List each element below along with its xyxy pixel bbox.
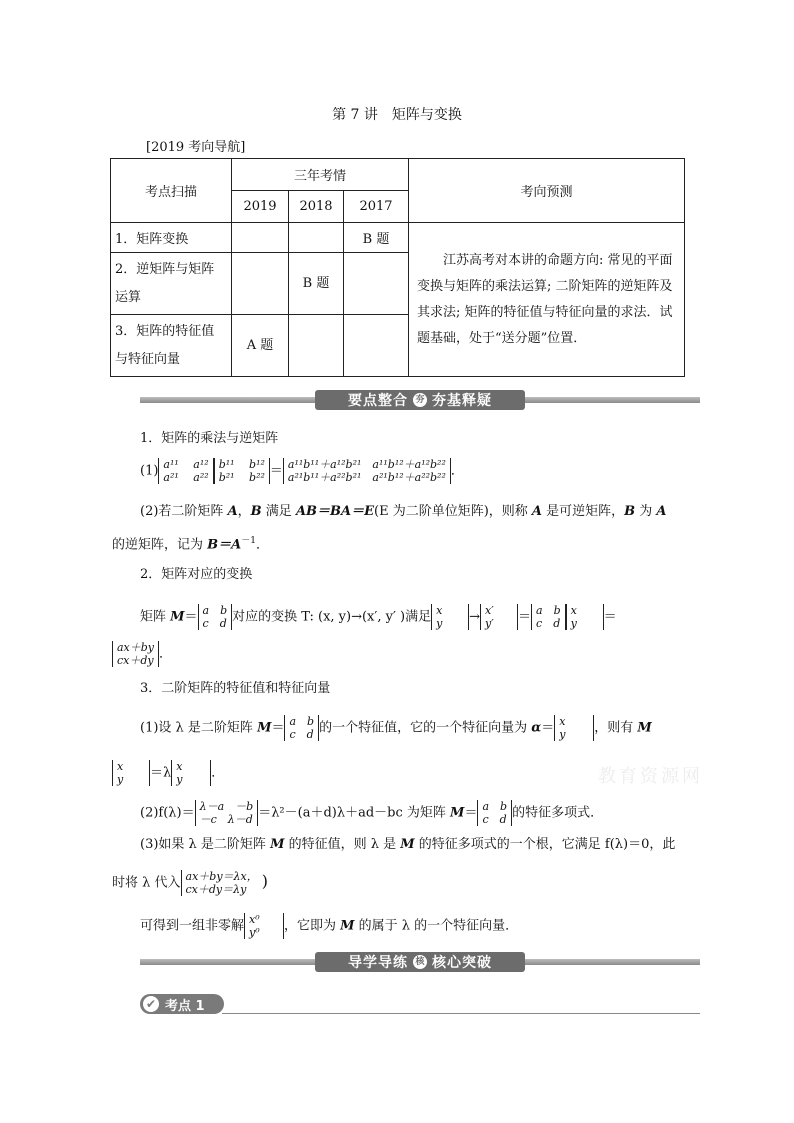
matrix-m: a b c d	[198, 604, 233, 630]
t: A	[227, 504, 238, 519]
t: cx＋dy＝λy	[185, 883, 247, 896]
t: 对应的变换 T: (x, y)→(x′, y′ )满足	[232, 609, 432, 625]
t: 的特征值，则 λ 是	[284, 837, 401, 852]
s3-heading: 3．二阶矩阵的特征值和特征向量	[140, 681, 331, 696]
s3-p1: (1)设 λ 是二阶矩阵 M＝ a b c d 的一个特征值，它的一个特征向量为 α＝ x y ，则有 M	[140, 715, 652, 741]
page-title: 第 7 讲 矩阵与变换	[332, 107, 462, 123]
s1-p3	[112, 532, 269, 554]
vector-xy: x y	[554, 715, 594, 741]
t: B	[250, 504, 262, 519]
row-cell	[232, 253, 289, 315]
t: 是可逆矩阵，	[542, 504, 625, 519]
t: AB＝BA＝E	[295, 504, 374, 519]
banner-left-text: 要点整合	[348, 393, 408, 409]
row-cell	[289, 223, 344, 253]
s3-p2: (2)f(λ)＝ λ－a －b －c λ－d ＝λ²－(a＋d)λ＋ad－bc 为矩阵 M＝ a b c d 的特征多项式．	[140, 800, 604, 826]
year-2017: 2017	[344, 191, 409, 223]
s3-p4: 时将 λ 代入 ax＋by＝λx， cx＋dy＝λy )	[112, 870, 268, 896]
t: ＝λ²－(a＋d)λ＋ad－bc 为矩阵	[258, 805, 451, 821]
section-banner-core	[140, 952, 700, 972]
t: M	[257, 720, 272, 736]
matrix-b: b¹¹ b¹² b²¹ b²²	[214, 458, 270, 484]
vector-xy: x y	[171, 760, 211, 786]
table-row	[111, 223, 685, 253]
watermark: 教育资源网	[598, 766, 703, 787]
row-cell	[344, 315, 409, 377]
kaodian-label: 考点 1	[165, 998, 205, 1014]
exam-table	[110, 158, 685, 377]
vector-xy: x y	[566, 604, 604, 630]
year-2019: 2019	[232, 191, 289, 223]
banner-left-text: 导学导练	[348, 955, 408, 971]
t: 的特征多项式．	[512, 805, 604, 821]
year-2018: 2018	[289, 191, 344, 223]
t: A	[656, 504, 667, 519]
row-cell: B 题	[344, 223, 409, 253]
t: ．	[159, 646, 173, 662]
t: B＝A	[207, 537, 242, 553]
t: ＝	[184, 609, 198, 625]
matrix-a: a¹¹ a¹² a²¹ a²²	[158, 458, 213, 484]
s3-p5: 可得到一组非零解 x⁰ y⁰ ，它即为 M 的属于 λ 的一个特征向量．	[140, 913, 519, 939]
s2-p1: 矩阵 M＝ a b c d 对应的变换 T: (x, y)→(x′, y′ )满足 x y → x′ y′ ＝ a b c d x y ＝	[140, 604, 617, 630]
vector-result: ax＋by cx＋dy	[112, 641, 159, 667]
row-cell: B 题	[289, 253, 344, 315]
vector-xy: x y	[431, 604, 469, 630]
equation-system	[181, 870, 262, 896]
row-topic: 1．矩阵变换	[111, 223, 232, 253]
s1-heading: 1．矩阵的乘法与逆矩阵	[140, 431, 279, 446]
t: 的属于 λ 的一个特征向量．	[354, 918, 519, 934]
determinant: λ－a －b －c λ－d	[195, 800, 259, 826]
header-forecast: 考向预测	[409, 159, 685, 223]
banner-right-text: 夯基释疑	[432, 393, 492, 409]
t: 可得到一组非零解	[140, 918, 245, 934]
s1-matrix-product: (1) a¹¹ a¹² a²¹ a²² b¹¹ b¹² b²¹ b²² ＝ a¹¹b¹¹＋a¹²b²¹ a¹¹b¹²＋a¹²b²² a²¹b¹¹＋a²²b²¹ a²¹b¹²＋a²²b²² ．	[140, 458, 464, 484]
banner-mark-icon: 核	[413, 955, 427, 969]
t: α	[531, 720, 542, 736]
vector-x0y0: x⁰ y⁰	[244, 913, 284, 939]
t: (1)设 λ 是二阶矩阵	[140, 720, 258, 736]
t: (3)如果 λ 是二阶矩阵	[140, 837, 271, 852]
t: 的逆矩阵，记为	[112, 537, 208, 553]
t: 满足	[261, 504, 296, 519]
t: (2)若二阶矩阵	[140, 504, 228, 519]
check-icon: ✔	[143, 996, 159, 1012]
kaodian-underline	[222, 1013, 700, 1014]
header-years: 三年考情	[232, 159, 409, 191]
header-topic: 考点扫描	[111, 159, 232, 223]
s2-p2	[112, 641, 172, 667]
row-cell: A 题	[232, 315, 289, 377]
row-topic: 3．矩阵的特征值与特征向量	[111, 315, 232, 377]
banner-pill	[315, 952, 525, 972]
t: ．	[255, 537, 269, 553]
guide-label: [2019 考向导航]	[146, 140, 246, 155]
row-cell	[232, 223, 289, 253]
t: 的特征多项式的一个根，它满足 f(λ)＝0，此	[414, 837, 676, 852]
t: －1	[241, 536, 256, 546]
kaodian-badge	[140, 994, 224, 1014]
t: (E 为二阶单位矩阵)，则称	[374, 504, 532, 519]
banner-right-text: 核心突破	[432, 955, 492, 971]
section-banner-key-points	[140, 390, 700, 410]
t: 为	[635, 504, 657, 519]
forecast-text: 江苏高考对本讲的命题方向: 常见的平面变换与矩阵的乘法运算; 二阶矩阵的逆矩阵及其求法; 矩阵的特征值与特征向量的求法．试题基础，处于“送分题”位置．	[409, 223, 685, 377]
matrix-ab: a¹¹b¹¹＋a¹²b²¹ a¹¹b¹²＋a¹²b²² a²¹b¹¹＋a²²b²¹ a²¹b¹²＋a²²b²²	[283, 458, 451, 484]
t: A	[531, 504, 542, 519]
s1-p2	[140, 503, 667, 521]
t: 矩阵	[140, 609, 171, 625]
s1-p1-prefix: (1)	[140, 463, 159, 479]
banner-mark-icon: 夯	[413, 393, 427, 407]
matrix-m: a b c d	[477, 800, 512, 826]
t: ax＋by＝λx，	[185, 870, 258, 883]
vector-xy: x y	[112, 760, 150, 786]
s3-p1b: x y ＝λ x y ．	[112, 760, 224, 786]
matrix-m: a b c d	[284, 715, 319, 741]
t: (2)f(λ)＝	[140, 805, 195, 821]
t: →	[469, 609, 481, 625]
row-cell	[289, 315, 344, 377]
t: 的一个特征值，它的一个特征向量为	[319, 720, 532, 736]
row-topic: 2．逆矩阵与矩阵运算	[111, 253, 232, 315]
t: B	[624, 504, 636, 519]
banner-pill	[315, 390, 525, 410]
matrix-m: a b c d	[531, 604, 566, 630]
t: M	[170, 609, 185, 625]
t: M	[637, 720, 652, 736]
t: ，它即为	[284, 918, 341, 934]
row-cell	[344, 253, 409, 315]
vector-xy-prime: x′ y′	[480, 604, 518, 630]
t: ，则有	[594, 720, 638, 736]
s3-p3: (3)如果 λ 是二阶矩阵 M 的特征值，则 λ 是 M 的特征多项式的一个根，它满足 f(λ)＝0，此	[140, 837, 676, 852]
s2-heading: 2．矩阵对应的变换	[140, 567, 253, 582]
t: 时将 λ 代入	[112, 875, 181, 891]
t: ，	[237, 504, 251, 519]
